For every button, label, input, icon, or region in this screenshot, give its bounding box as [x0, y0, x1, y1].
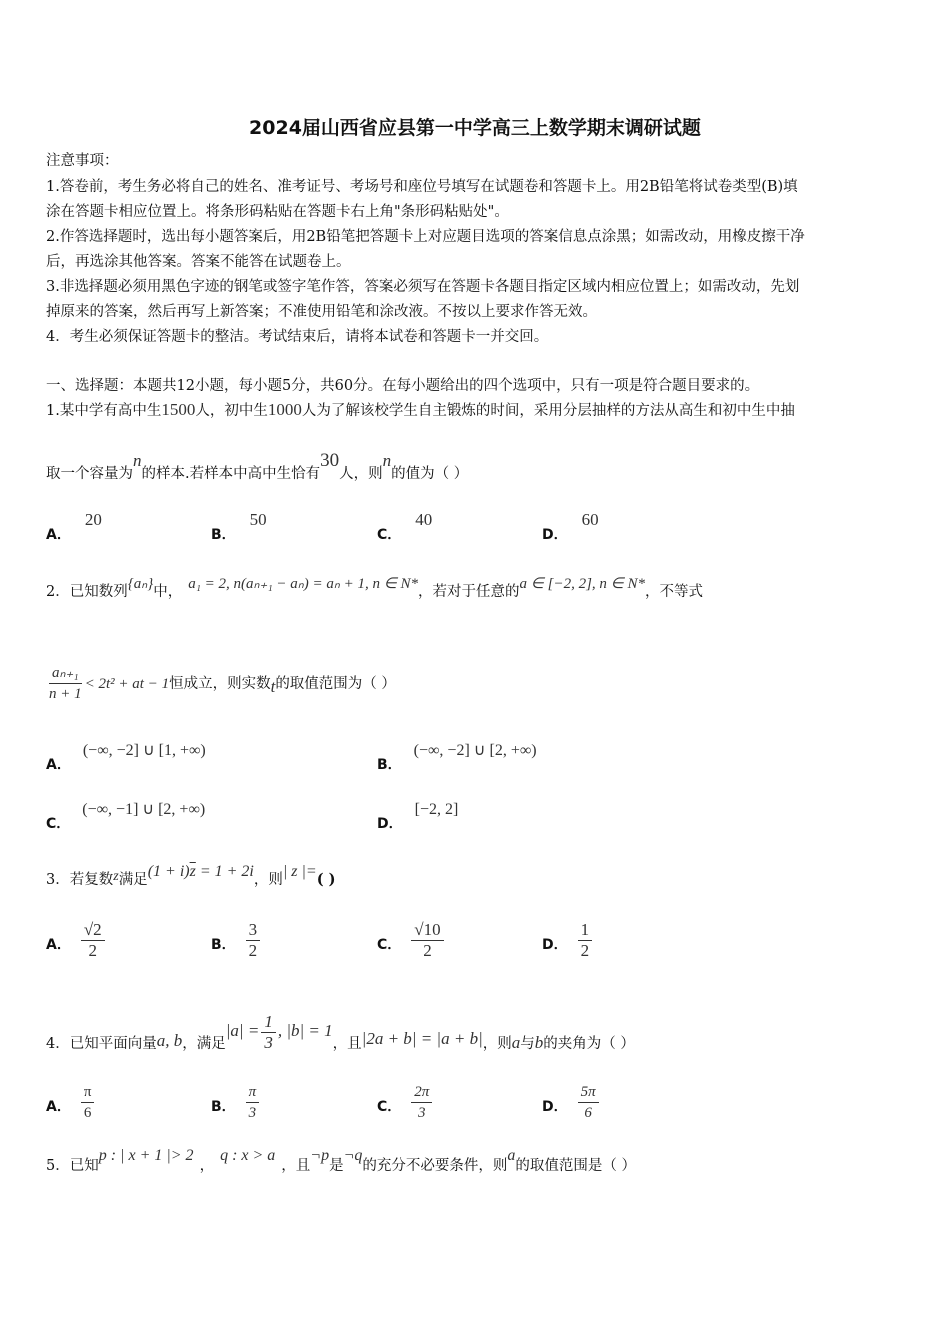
- question-1-line-2: [46, 450, 469, 484]
- q2-sequence: {aₙ}: [127, 576, 154, 592]
- q2-var-t: t: [270, 677, 276, 696]
- q1-var-n: n: [133, 451, 142, 470]
- q1-text-f: 人，则: [339, 466, 383, 482]
- question-4: [46, 1012, 635, 1053]
- q2-inequality-fraction: $\frac{\text{aₙ₊₁}}{n + 1}$: [49, 665, 82, 702]
- q1-text-g: 的值为（ ）: [391, 466, 469, 482]
- note-3-line-1: 3.非选择题必须用黑色字迹的钢笔或签字笔作答，答案必须写在答题卡各题目指定区域内相应位置上；如需改动，先划: [46, 279, 800, 295]
- q3-var-z: z: [113, 869, 119, 884]
- q1-text-c: 人为了解该校学生自主锻炼的时间，采用分层抽样的方法从高生和初中生中抽: [301, 403, 795, 419]
- q1-number-1000: 1000: [267, 400, 302, 419]
- q3-text-c: ，则: [253, 872, 283, 888]
- q5-not-q: ¬q: [343, 1147, 363, 1164]
- q2-option-b[interactable]: B．(−∞, −2] ∪ [2, +∞): [377, 742, 537, 773]
- q3-option-b[interactable]: B． $\frac{3}{2}$: [211, 920, 260, 961]
- q2-text-c: ，若对于任意的: [418, 584, 520, 600]
- q4-text-d: ，则: [482, 1036, 512, 1053]
- q1-text-d: 取一个容量为: [46, 466, 133, 482]
- q2-option-d[interactable]: D．[−2, 2]: [377, 801, 459, 832]
- q4-var-b: b: [534, 1033, 544, 1053]
- question-2-line-1: [46, 576, 703, 602]
- q2-inequality-rest: < 2t² + at − 1: [84, 676, 170, 692]
- q2-condition: a₁ = 2, n(aₙ₊₁ − aₙ) = aₙ + 1, n ∈ N*: [188, 576, 419, 592]
- q3-text-b: 满足: [118, 872, 148, 888]
- q2-text-e: 恒成立，则实数: [169, 676, 271, 692]
- q4-text-f: 的夹角为（ ）: [543, 1036, 635, 1053]
- q5-text-b: ，: [199, 1158, 215, 1174]
- note-3-line-2: 掉原来的答案，然后再写上新答案；不准使用铅笔和涂改液。不按以上要求作答无效。: [46, 304, 597, 320]
- q2-option-a[interactable]: A．(−∞, −2] ∪ [1, +∞): [46, 742, 206, 773]
- q5-var-a: a: [507, 1147, 516, 1164]
- q5-text-d: 是: [329, 1158, 344, 1174]
- q1-text-b: 人，初中生: [195, 403, 268, 419]
- q5-text-f: 的取值范围是（ ）: [515, 1158, 636, 1174]
- q3-condition: $(1 + i)\overline{z} = 1 + 2i$: [147, 863, 254, 880]
- q4-text-a: 4．已知平面向量: [46, 1036, 157, 1053]
- q1-option-a[interactable]: A．20: [46, 510, 102, 543]
- q4-condition-1: |a| = $\frac{1}{3}$ , |b| = 1: [225, 1012, 333, 1052]
- q5-condition-q: q : x > a: [220, 1147, 276, 1164]
- question-1-line-1: [46, 400, 795, 421]
- question-2-line-2: [46, 663, 396, 704]
- q4-text-e: 与: [520, 1036, 535, 1053]
- q4-option-c[interactable]: C． $\frac{2\pi}{3}$: [377, 1082, 432, 1123]
- q1-option-d[interactable]: D．60: [542, 510, 599, 543]
- note-1-line-1: 1.答卷前，考生务必将自己的姓名、准考证号、考场号和座位号填写在试题卷和答题卡上。用2B铅笔将试卷类型(B)填: [46, 179, 798, 195]
- note-1-line-2: 涂在答题卡相应位置上。将条形码粘贴在答题卡右上角"条形码粘贴处"。: [46, 204, 509, 220]
- question-3: [46, 863, 336, 891]
- q4-text-c: ，且: [332, 1036, 362, 1053]
- q1-option-c[interactable]: C．40: [377, 510, 433, 543]
- q4-vars: a, b: [156, 1031, 183, 1051]
- q4-text-b: ，满足: [182, 1036, 226, 1053]
- q2-text-b: 中，: [153, 584, 183, 600]
- q3-option-d[interactable]: D． $\frac{1}{2}$: [542, 920, 592, 961]
- q1-number-30: 30: [320, 450, 340, 471]
- q2-text-d: ，不等式: [644, 584, 703, 600]
- note-4: 4．考生必须保证答题卡的整洁。考试结束后，请将本试卷和答题卡一并交回。: [46, 329, 549, 345]
- q1-number-1500: 1500: [161, 400, 196, 419]
- q4-var-a: a: [511, 1033, 521, 1053]
- q5-text-e: 的充分不必要条件，则: [362, 1158, 508, 1174]
- q4-option-b[interactable]: B． $\frac{\pi}{3}$: [211, 1082, 259, 1123]
- q4-condition-2: |2a + b| = |a + b|: [361, 1029, 483, 1049]
- q1-var-n-2: n: [382, 451, 392, 470]
- q5-text-c: ，且: [281, 1158, 311, 1174]
- q5-condition-p: p : | x + 1 |> 2: [98, 1147, 194, 1164]
- q3-option-a[interactable]: A． $\frac{√2}{2}$: [46, 920, 105, 961]
- note-2-line-1: 2.作答选择题时，选出每小题答案后，用2B铅笔把答题卡上对应题目选项的答案信息点涂黑；如需改动，用橡皮擦干净: [46, 229, 805, 245]
- question-5: [46, 1147, 636, 1176]
- q2-option-c[interactable]: C．(−∞, −1] ∪ [2, +∞): [46, 801, 206, 832]
- section-heading: 一、选择题：本题共12小题，每小题5分，共60分。在每小题给出的四个选项中，只有一项是符合题目要求的。: [46, 378, 760, 394]
- q4-option-a[interactable]: A． $\frac{\pi}{6}$: [46, 1082, 94, 1123]
- q2-text-f: 的取值范围为（ ）: [275, 676, 396, 692]
- q3-abs-z: | z |=: [282, 863, 317, 880]
- q5-not-p: ¬p: [310, 1147, 330, 1164]
- q3-option-c[interactable]: C． $\frac{√10}{2}$: [377, 920, 444, 961]
- note-2-line-2: 后，再选涂其他答案。答案不能答在试题卷上。: [46, 254, 351, 270]
- q4-option-d[interactable]: D． $\frac{5\pi}{6}$: [542, 1082, 599, 1123]
- q1-text-a: 1.某中学有高中生: [46, 403, 162, 419]
- q2-text-a: 2．已知数列: [46, 584, 128, 600]
- q5-text-a: 5．已知: [46, 1158, 99, 1174]
- q1-text-e: 的样本.若样本中高中生恰有: [141, 466, 321, 482]
- notes-heading: 注意事项：: [46, 153, 119, 169]
- q3-text-d: ( ): [316, 871, 336, 888]
- q3-text-a: 3．若复数: [46, 872, 114, 888]
- q2-condition-2: a ∈ [−2, 2], n ∈ N*: [519, 576, 645, 592]
- q1-option-b[interactable]: B．50: [211, 510, 267, 543]
- page-title: 2024届山西省应县第一中学高三上数学期末调研试题: [249, 117, 701, 139]
